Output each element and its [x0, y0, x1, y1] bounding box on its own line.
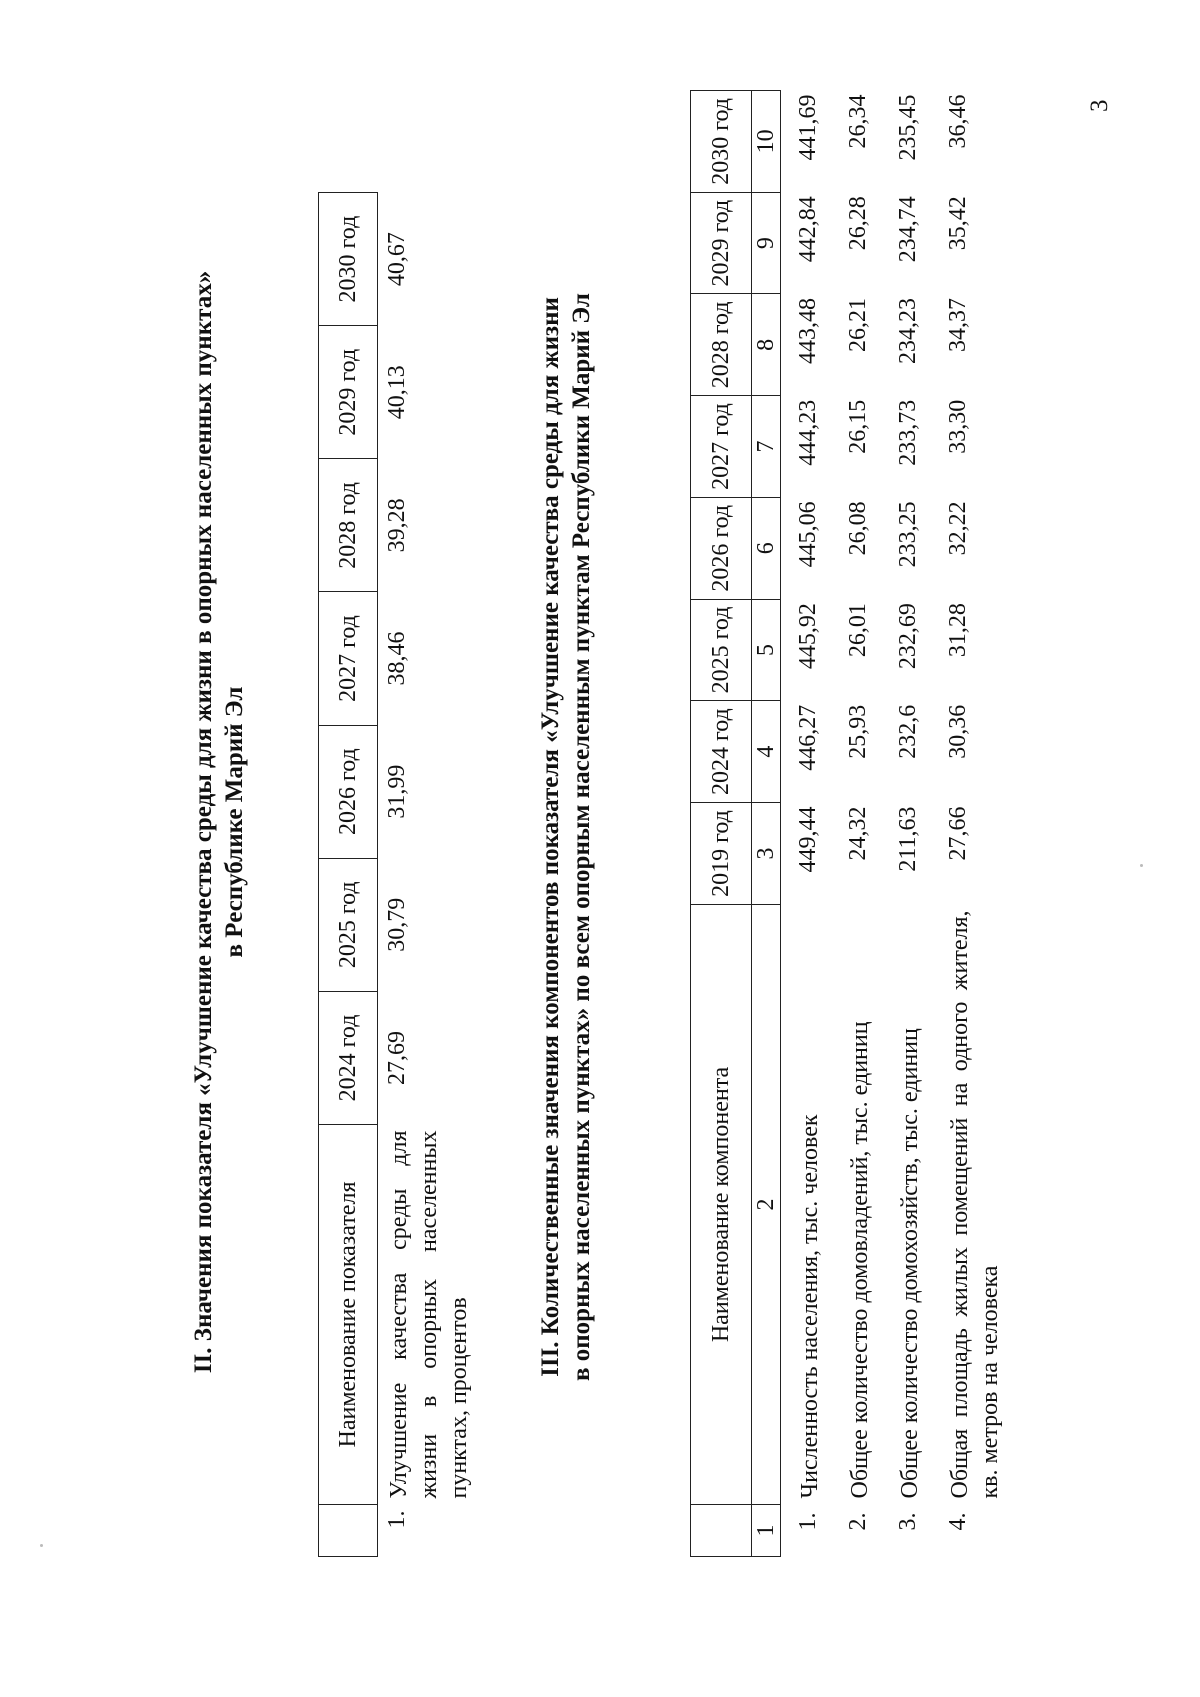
header-component-name: Наименование компонента [691, 905, 752, 1505]
row-value: 445,92 [795, 603, 821, 670]
column-number: 4 [752, 701, 781, 803]
section2-title-line1: II. Значения показателя «Улучшение качества среды для жизни в опорных населенных пунктах» [190, 270, 217, 1374]
header-year: 2027 год [319, 592, 378, 725]
row-value: 443,48 [795, 297, 821, 364]
row-value: 233,73 [895, 399, 921, 466]
row-value: 26,21 [845, 297, 871, 352]
column-number: 1 [752, 1505, 781, 1557]
table-row [931, 91, 1009, 1557]
column-number: 9 [752, 192, 781, 294]
header-year: 2030 год [319, 193, 378, 326]
header-year: 2026 год [691, 497, 752, 599]
section3-title-line2: в опорных населенных пунктах» по всем опорным населенным пунктам Республики Марий Эл [568, 293, 595, 1381]
row-number: 2. [845, 1512, 871, 1531]
row-value: 445,06 [795, 501, 821, 568]
header-year: 2024 год [691, 701, 752, 803]
header-year: 2028 год [319, 459, 378, 592]
row-value: 40,13 [384, 365, 410, 420]
header-year: 2024 год [319, 991, 378, 1124]
section2-title [188, 207, 250, 1437]
header-year: 2026 год [319, 725, 378, 858]
row-value: 30,79 [384, 897, 410, 952]
header-year: 2027 год [691, 396, 752, 498]
components-table-header [691, 91, 752, 1557]
row-name: Улучшение качества среды для жизни в опорных населенных пунктах, процентов [386, 1130, 472, 1499]
column-number: 3 [752, 803, 781, 905]
row-value: 38,46 [384, 631, 410, 686]
column-number: 6 [752, 497, 781, 599]
row-number: 3. [895, 1512, 921, 1531]
row-value: 24,32 [845, 806, 871, 861]
header-year: 2025 год [319, 858, 378, 991]
row-value: 26,08 [845, 501, 871, 556]
column-number: 5 [752, 599, 781, 701]
row-value: 446,27 [795, 704, 821, 771]
column-number: 2 [752, 905, 781, 1505]
row-value: 26,15 [845, 399, 871, 454]
section3-title-line1: III. Количественные значения компонентов показателя «Улучшение качества среды для жизни [537, 297, 564, 1377]
row-value: 441,69 [795, 94, 821, 161]
section2-title-line2: в Республике Марий Эл [221, 686, 248, 958]
row-value: 211,63 [895, 806, 921, 872]
column-numbers-row [752, 91, 781, 1557]
scan-speck [40, 1544, 43, 1547]
table-row [831, 91, 881, 1557]
row-value: 25,93 [845, 704, 871, 759]
indicator-table-header [319, 193, 378, 1557]
components-table [690, 90, 1009, 1557]
row-value: 40,67 [384, 232, 410, 287]
row-value: 27,69 [384, 1030, 410, 1085]
table-row [881, 91, 931, 1557]
row-value: 233,25 [895, 501, 921, 568]
scan-speck [1140, 864, 1143, 867]
row-name: Общая площадь жилых помещений на одного жителя, кв. метров на человека [947, 910, 1003, 1499]
row-value: 36,46 [945, 94, 971, 149]
row-value: 235,45 [895, 94, 921, 161]
row-value: 27,66 [945, 806, 971, 861]
row-number: 1. [795, 1512, 821, 1531]
row-value: 449,44 [795, 806, 821, 873]
row-number: 1. [384, 1510, 410, 1529]
row-value: 26,34 [845, 94, 871, 149]
header-year: 2029 год [691, 192, 752, 294]
row-value: 26,01 [845, 603, 871, 658]
column-number: 8 [752, 294, 781, 396]
row-value: 30,36 [945, 704, 971, 759]
row-number: 4. [945, 1512, 971, 1531]
row-value: 32,22 [945, 501, 971, 556]
row-value: 232,6 [895, 704, 921, 759]
row-value: 31,28 [945, 603, 971, 658]
section3-title [535, 177, 597, 1497]
table-row [378, 193, 475, 1557]
row-value: 234,74 [895, 196, 921, 263]
row-value: 444,23 [795, 399, 821, 466]
indicator-table [318, 192, 474, 1557]
row-value: 35,42 [945, 196, 971, 251]
row-value: 26,28 [845, 196, 871, 251]
row-name: Общее количество домовладений, тыс. единиц [847, 1021, 873, 1499]
column-number: 7 [752, 396, 781, 498]
column-number: 10 [752, 91, 781, 193]
row-value: 234,23 [895, 297, 921, 364]
row-value: 33,30 [945, 399, 971, 454]
row-value: 442,84 [795, 196, 821, 263]
header-year: 2019 год [691, 803, 752, 905]
row-value: 31,99 [384, 764, 410, 819]
row-value: 39,28 [384, 498, 410, 553]
header-year: 2028 год [691, 294, 752, 396]
table-row [781, 91, 832, 1557]
header-number-cell [319, 1505, 378, 1557]
row-value: 232,69 [895, 603, 921, 670]
header-year: 2030 год [691, 91, 752, 193]
page-number: 3 [1086, 99, 1113, 112]
header-number-cell [691, 1505, 752, 1557]
row-name: Численность населения, тыс. человек [797, 1114, 823, 1499]
header-year: 2029 год [319, 326, 378, 459]
row-name: Общее количество домохозяйств, тыс. единиц [897, 1028, 923, 1499]
row-value: 34,37 [945, 297, 971, 352]
header-indicator-name: Наименование показателя [319, 1125, 378, 1505]
header-year: 2025 год [691, 599, 752, 701]
